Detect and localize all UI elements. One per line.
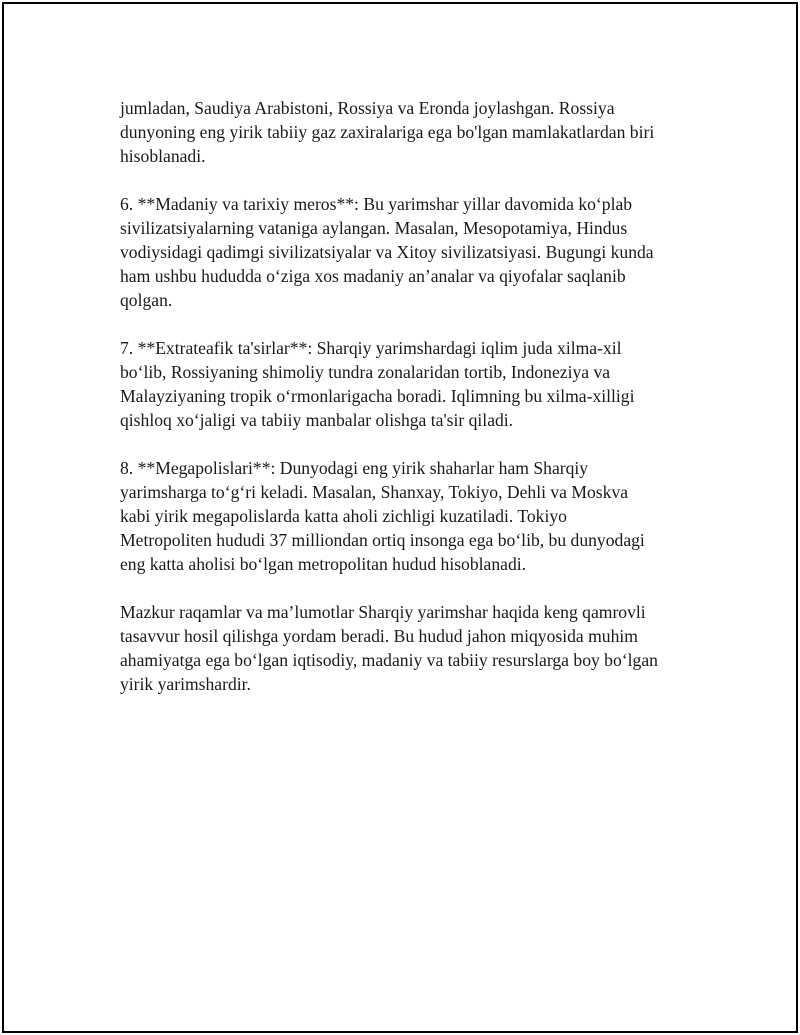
page-frame	[2, 2, 798, 1033]
paragraph-gas-reserves: jumladan, Saudiya Arabistoni, Rossiya va Eronda joylashgan. Rossiya dunyoning eng yirik tabiiy gaz zaxiralariga ega bo'lgan mamlakatlardan biri hisoblanadi.	[120, 98, 655, 166]
paragraph-megacities: 8. **Megapolislari**: Dunyodagi eng yirik shaharlar ham Sharqiy yarimsharga to‘g‘ri keladi. Masalan, Shanxay, Tokiyo, Dehli va Moskva kabi yirik megapolislarda katta aholi zichligi kuzatiladi. Tokiyo Metropoliten hududi 37 milliondan ortiq insonga ega bo‘lib, bu dunyodagi eng katta aholisi bo‘lgan metropolitan hudud hisoblanadi.	[120, 458, 645, 574]
paragraph-cultural-heritage: 6. **Madaniy va tarixiy meros**: Bu yarimshar yillar davomida ko‘plab sivilizatsiyalarning vataniga aylangan. Masalan, Mesopotamiya, Hindus vodiysidagi qadimgi sivilizatsiyalar va Xitoy sivilizatsiyasi. Bugungi kunda ham ushbu hududda o‘ziga xos madaniy an’analar va qiyofalar saqlanib qolgan.	[120, 194, 654, 310]
document-body	[120, 96, 700, 720]
paragraph-conclusion: Mazkur raqamlar va ma’lumotlar Sharqiy yarimshar haqida keng qamrovli tasavvur hosil qilishga yordam beradi. Bu hudud jahon miqyosida muhim ahamiyatga ega bo‘lgan iqtisodiy, madaniy va tabiiy resurslarga boy bo‘lgan yirik yarimshardir.	[120, 602, 658, 694]
paragraph-climate-effects: 7. **Extrateafik ta'sirlar**: Sharqiy yarimshardagi iqlim juda xilma-xil bo‘lib, Rossiyaning shimoliy tundra zonalaridan tortib, Indoneziya va Malayziyaning tropik o‘rmonlarigacha boradi. Iqlimning bu xilma-xilligi qishloq xo‘jaligi va tabiiy manbalar olishga ta'sir qiladi.	[120, 338, 635, 430]
